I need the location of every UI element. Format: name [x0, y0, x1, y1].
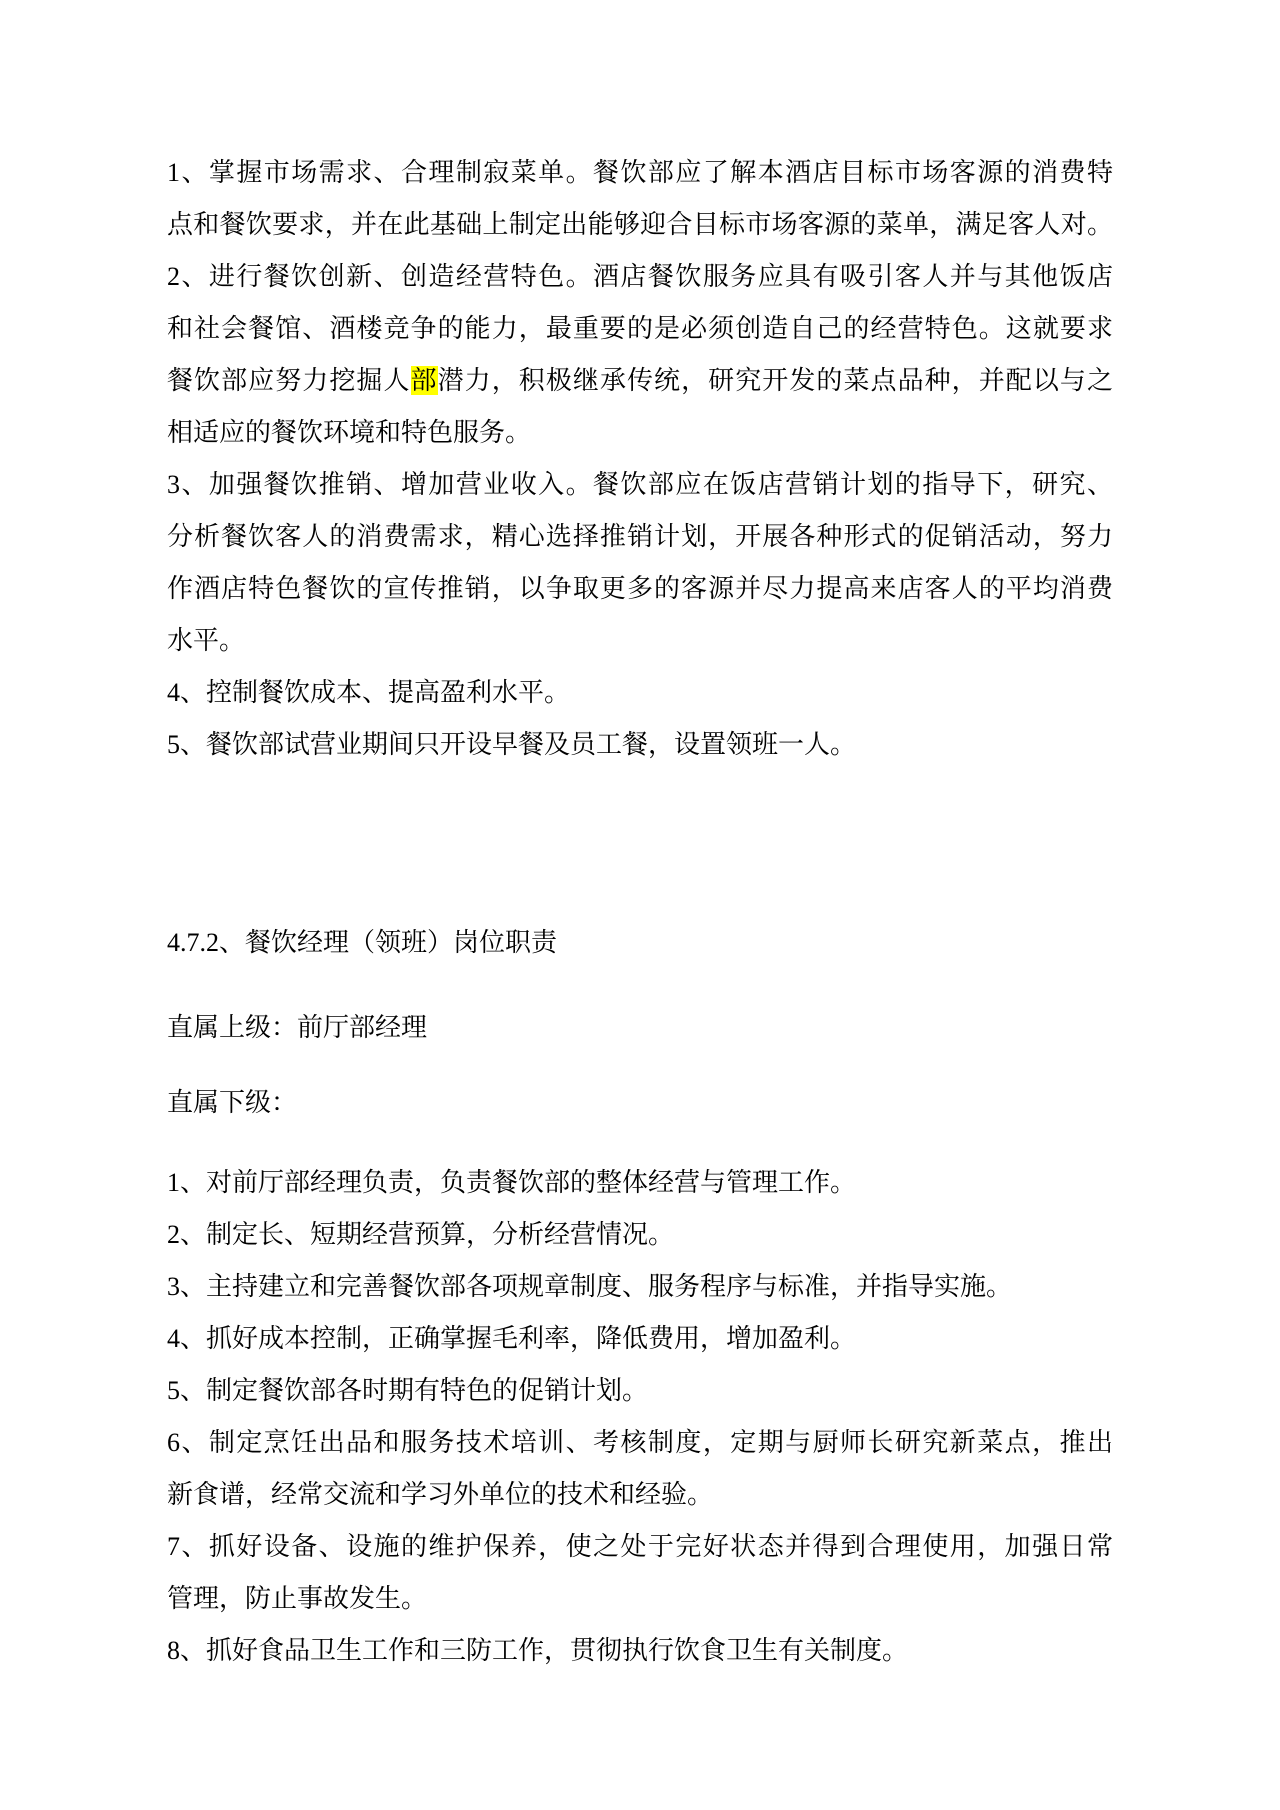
body-line-10: 水平。: [167, 626, 246, 655]
body-line-8: 分析餐饮客人的消费需求，精心选择推销计划，开展各种形式的促销活动，努力: [167, 522, 1113, 551]
body-line-5-pre: 餐饮部应努力挖掘人: [167, 366, 411, 395]
body-line-12: 5、餐饮部试营业期间只开设早餐及员工餐，设置领班一人。: [167, 730, 857, 759]
duty-line-3: 3、主持建立和完善餐饮部各项规章制度、服务程序与标准，并指导实施。: [167, 1272, 1013, 1301]
duty-line-5: 5、制定餐饮部各时期有特色的促销计划。: [167, 1376, 649, 1405]
superior-line: 直属上级：前厅部经理: [167, 1013, 428, 1042]
body-line-5: [167, 355, 1113, 407]
body-line-3: 2、进行餐饮创新、创造经营特色。酒店餐饮服务应具有吸引客人并与其他饭店: [167, 262, 1113, 291]
subordinate-line: 直属下级：: [167, 1088, 298, 1117]
body-line-7: 3、加强餐饮推销、增加营业收入。餐饮部应在饭店营销计划的指导下，研究、: [167, 470, 1113, 499]
duty-line-4: 4、抓好成本控制，正确掌握毛利率，降低费用，增加盈利。: [167, 1324, 857, 1353]
highlighted-term: 部: [410, 366, 438, 395]
body-line-11: 4、控制餐饮成本、提高盈利水平。: [167, 678, 571, 707]
duty-line-7b: 管理，防止事故发生。: [167, 1584, 428, 1613]
duty-line-6a: 6、制定烹饪出品和服务技术培训、考核制度，定期与厨师长研究新菜点，推出: [167, 1428, 1113, 1457]
duty-line-1: 1、对前厅部经理负责，负责餐饮部的整体经营与管理工作。: [167, 1168, 857, 1197]
duty-line-8: 8、抓好食品卫生工作和三防工作，贯彻执行饮食卫生有关制度。: [167, 1636, 909, 1665]
body-line-9: 作酒店特色餐饮的宣传推销，以争取更多的客源并尽力提高来店客人的平均消费: [167, 574, 1113, 603]
body-line-2: 点和餐饮要求，并在此基础上制定出能够迎合目标市场客源的菜单，满足客人对。: [167, 210, 1113, 239]
document-content: [167, 147, 1113, 1677]
body-line-5-post: 潜力，积极继承传统，研究开发的菜点品种，并配以与之: [437, 366, 1113, 395]
section-heading: 4.7.2、餐饮经理（领班）岗位职责: [167, 928, 558, 957]
body-line-1: 1、掌握市场需求、合理制寂菜单。餐饮部应了解本酒店目标市场客源的消费特: [167, 158, 1113, 187]
duty-line-2: 2、制定长、短期经营预算，分析经营情况。: [167, 1220, 675, 1249]
duty-line-7a: 7、抓好设备、设施的维护保养，使之处于完好状态并得到合理使用，加强日常: [167, 1532, 1113, 1561]
duty-line-6b: 新食谱，经常交流和学习外单位的技术和经验。: [167, 1480, 714, 1509]
duties-list: [167, 1157, 1113, 1677]
body-line-4: 和社会餐馆、酒楼竞争的能力，最重要的是必须创造自己的经营特色。这就要求: [167, 314, 1113, 343]
body-line-6: 相适应的餐饮环境和特色服务。: [167, 418, 532, 447]
